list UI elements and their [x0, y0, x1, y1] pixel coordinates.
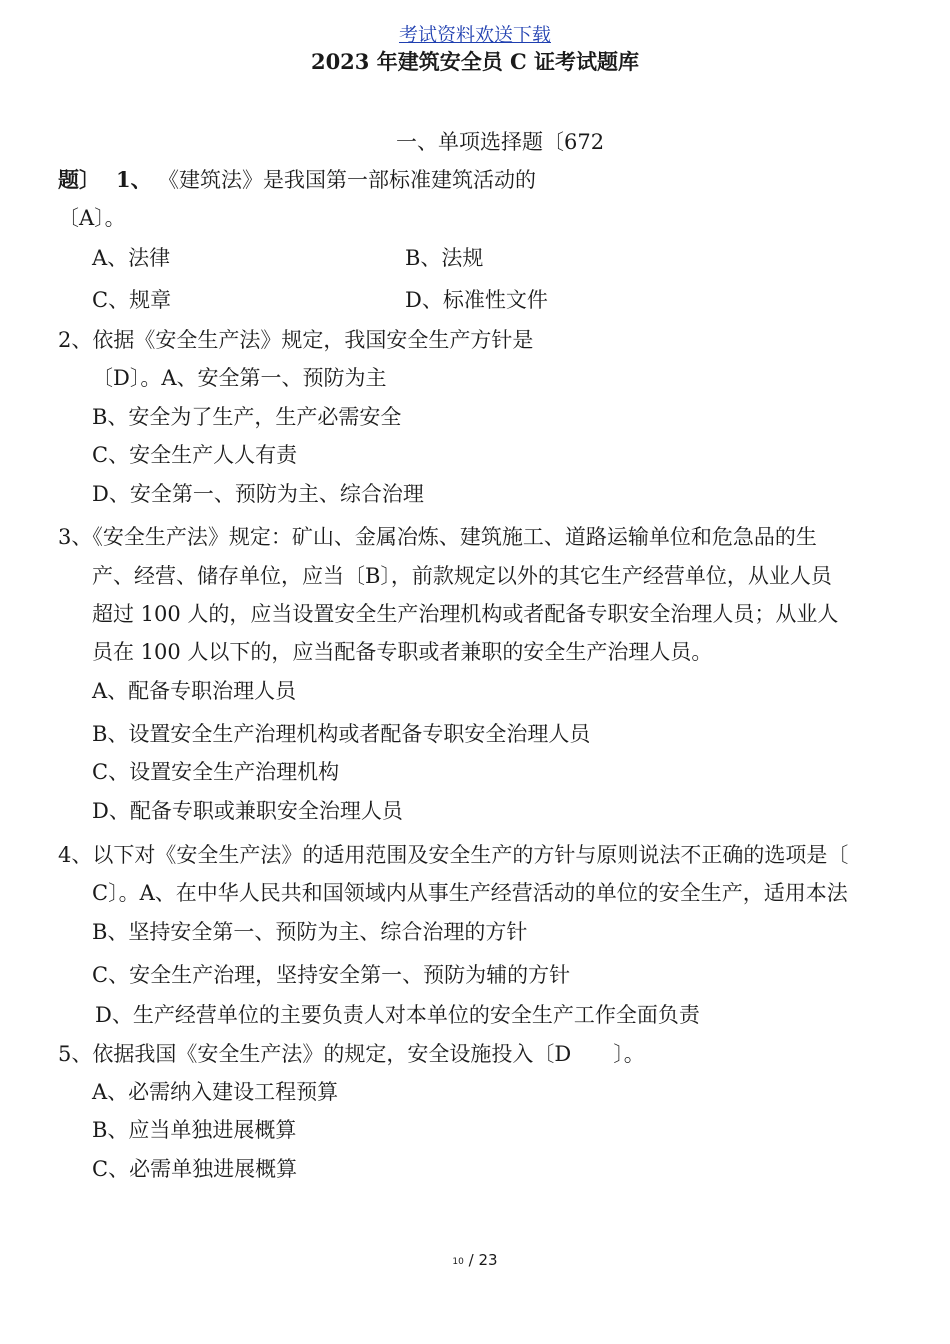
- q1-option-d: D、标准性文件: [405, 288, 548, 312]
- question-3-text-line-2: 产、经营、储存单位，应当〔B〕，前款规定以外的其它生产经营单位，从业人员: [92, 564, 832, 588]
- document-title: 2023 年建筑安全员 C 证考试题库: [310, 49, 640, 74]
- q4-option-c: C、安全生产治理，坚持安全第一、预防为辅的方针: [92, 963, 571, 987]
- q2-option-c: C、安全生产人人有责: [92, 443, 298, 467]
- page-number: [0, 1250, 950, 1272]
- q3-option-b: B、设置安全生产治理机构或者配备专职安全治理人员: [92, 722, 591, 746]
- q1-option-a: A、法律: [92, 246, 171, 270]
- q2-option-d: D、安全第一、预防为主、综合治理: [92, 482, 424, 506]
- q4-answer-option-a: C〕。A、在中华人民共和国领域内从事生产经营活动的单位的安全生产，适用本法: [92, 881, 848, 905]
- q3-option-c: C、设置安全生产治理机构: [92, 760, 340, 784]
- q1-option-c: C、规章: [92, 288, 172, 312]
- q5-option-b: B、应当单独进展概算: [92, 1118, 297, 1142]
- download-link[interactable]: 考试资料欢送下载: [398, 24, 551, 46]
- q4-option-b: B、坚持安全第一、预防为主、综合治理的方针: [92, 920, 528, 944]
- q1-answer: 〔A〕。: [58, 206, 126, 230]
- question-5-text: 5、依据我国《安全生产法》的规定，安全设施投入〔D 〕。: [58, 1042, 645, 1066]
- page-separator: /: [468, 1251, 474, 1269]
- q3-option-d: D、配备专职或兼职安全治理人员: [92, 799, 403, 823]
- question-3-text-line-3: 超过 100 人的，应当设置安全生产治理机构或者配备专职安全治理人员；从业人: [92, 602, 839, 626]
- question-1-number: 1、: [116, 167, 152, 192]
- page-total: 23: [478, 1251, 498, 1269]
- question-3-text-line-1: 3、《安全生产法》规定：矿山、金属冶炼、建筑施工、道路运输单位和危急品的生: [58, 525, 817, 549]
- q2-answer-option-a: 〔D〕。A、安全第一、预防为主: [92, 366, 387, 390]
- question-3-text-line-4: 员在 100 人以下的，应当配备专职或者兼职的安全生产治理人员。: [92, 640, 713, 664]
- q5-option-a: A、必需纳入建设工程预算: [92, 1080, 339, 1104]
- page-current: 10: [452, 1257, 464, 1267]
- section-heading: 一、单项选择题〔672: [396, 130, 605, 154]
- question-4-text: 4、以下对《安全生产法》的适用范围及安全生产的方针与原则说法不正确的选项是〔: [58, 843, 849, 867]
- question-2-text: 2、依据《安全生产法》规定，我国安全生产方针是: [58, 328, 534, 352]
- q4-option-d: D、生产经营单位的主要负责人对本单位的安全生产工作全面负责: [95, 1003, 700, 1027]
- section-heading-cont: 题〕: [58, 167, 100, 192]
- q1-option-b: B、法规: [405, 246, 484, 270]
- q3-option-a: A、配备专职治理人员: [92, 679, 297, 703]
- q5-option-c: C、必需单独进展概算: [92, 1157, 298, 1181]
- q2-option-b: B、安全为了生产，生产必需安全: [92, 405, 402, 429]
- question-1-text: 《建筑法》是我国第一部标准建筑活动的: [158, 168, 536, 192]
